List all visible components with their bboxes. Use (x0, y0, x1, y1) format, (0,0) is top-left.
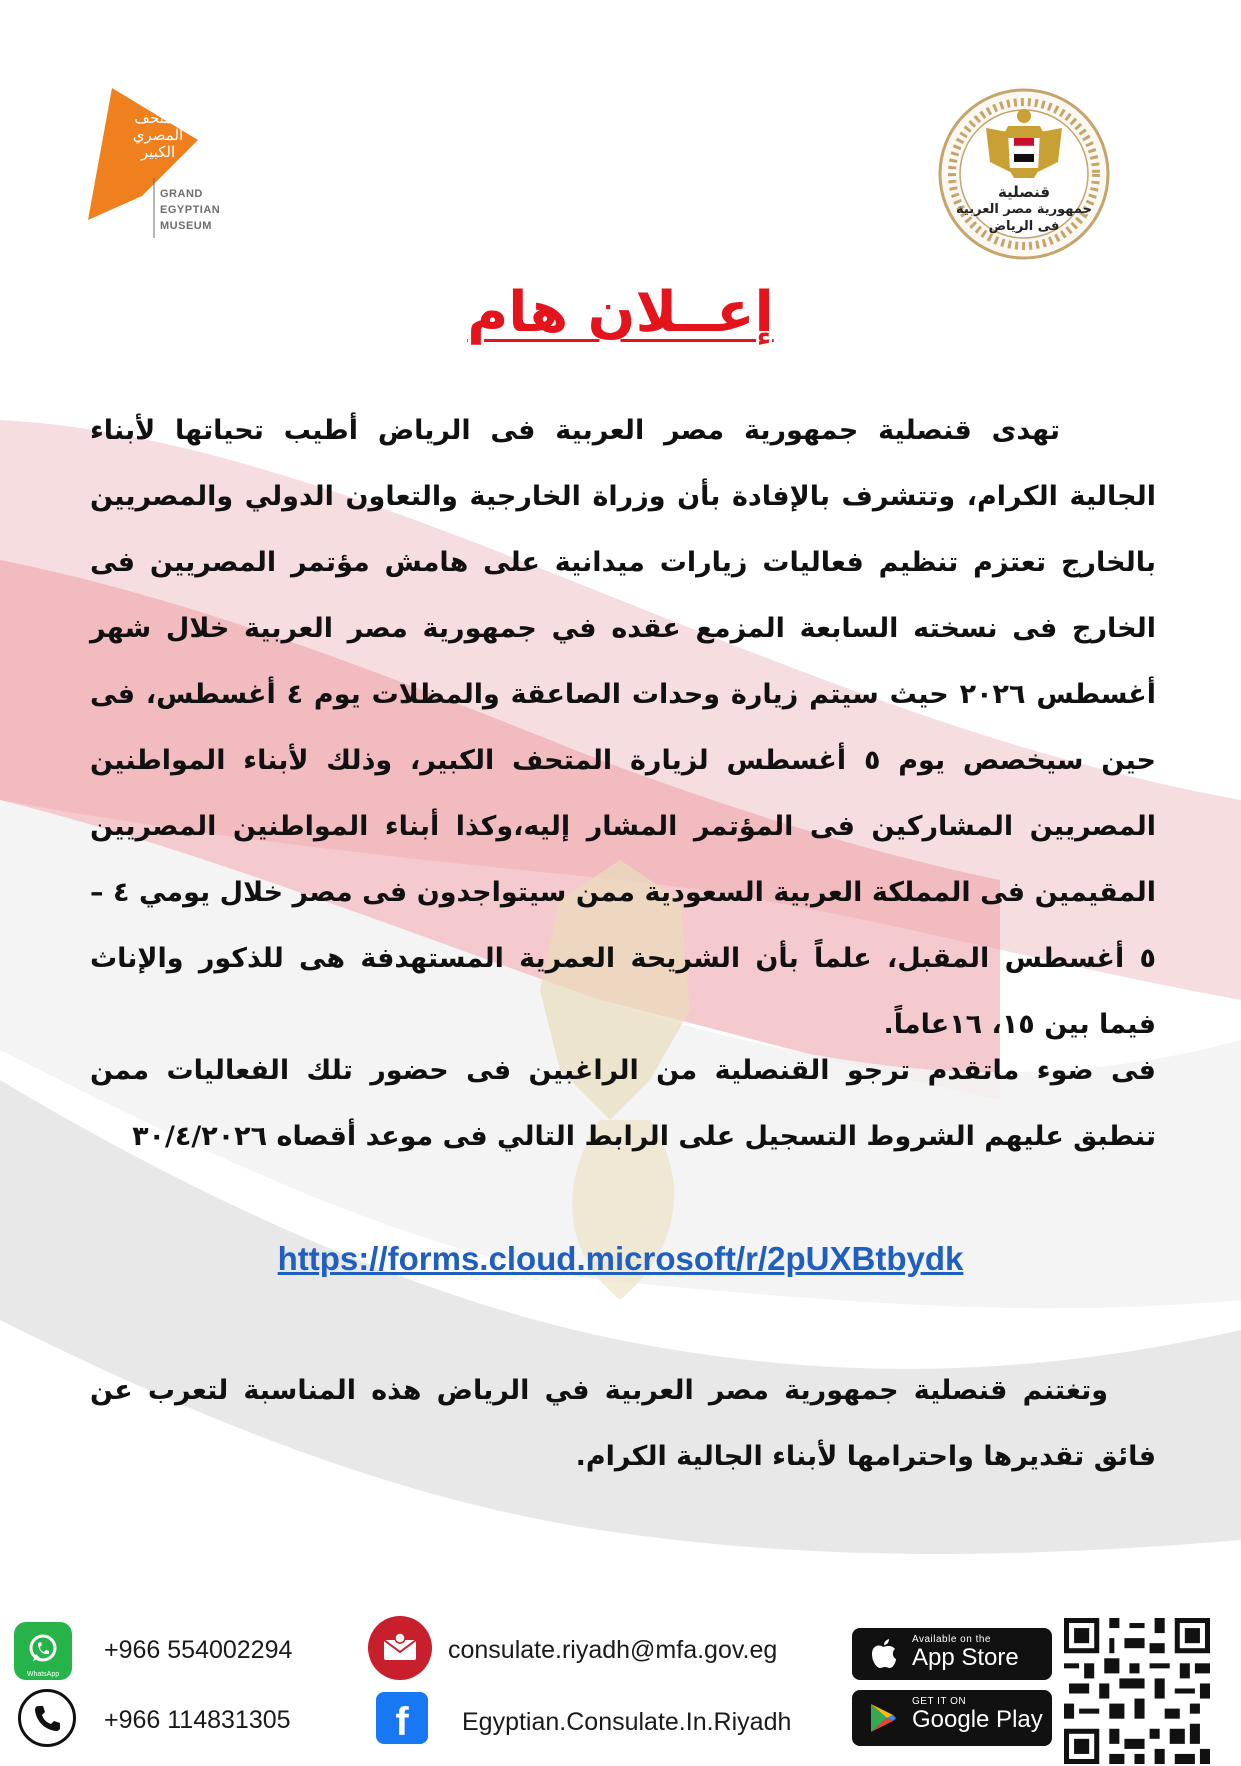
email-address[interactable]: consulate.riyadh@mfa.gov.eg (448, 1636, 778, 1664)
facebook-icon[interactable]: f (376, 1692, 428, 1744)
gem-arabic-name: المتحف المصري الكبير (132, 109, 184, 161)
facebook-page[interactable]: Egyptian.Consulate.In.Riyadh (462, 1708, 792, 1736)
google-play-badge[interactable]: GET IT ON Google Play (852, 1690, 1052, 1746)
whatsapp-number[interactable]: +966 554002294 (104, 1636, 293, 1664)
contact-footer (0, 1612, 1241, 1766)
consulate-seal (938, 88, 1110, 260)
grand-egyptian-museum-logo (80, 88, 280, 238)
whatsapp-icon[interactable] (14, 1622, 72, 1680)
seal-inscription: قنصلية جمهورية مصر العربية فى الرياض (956, 183, 1092, 234)
paragraph-closing: وتغتنم قنصلية جمهورية مصر العربية في الرياض هذه المناسبة لتعرب عن فائق تقديرها واحترامها لأبناء الجالية الكرام. (90, 1375, 1156, 1472)
registration-link[interactable]: https://forms.cloud.microsoft/r/2pUXBtbydk (277, 1240, 964, 1277)
apple-icon (866, 1637, 900, 1671)
whatsapp-label: WhatsApp (26, 1671, 60, 1678)
gem-english-name: GRAND EGYPTIAN MUSEUM (160, 188, 221, 232)
qr-code[interactable] (1064, 1618, 1210, 1764)
paragraph-registration: فى ضوء ماتقدم ترجو القنصلية من الراغبين فى حضور تلك الفعاليات ممن تنطبق عليهم الشروط التسجيل على الرابط التالي فى موعد أقصاه ٣٠/٤/٢٠٢٦ (90, 1055, 1156, 1152)
announcement-title: إعــلان هام (467, 280, 774, 345)
google-play-icon (866, 1701, 900, 1735)
phone-icon[interactable] (18, 1689, 76, 1747)
email-icon[interactable] (368, 1616, 432, 1680)
app-store-badge[interactable]: Available on the App Store (852, 1628, 1052, 1680)
paragraph-invitation: تهدى قنصلية جمهورية مصر العربية فى الرياض أطيب تحياتها لأبناء الجالية الكرام، وتتشرف بالإفادة بأن وزراة الخارجية والتعاون الدولي والمصريين بالخارج تعتزم تنظيم فعاليات زيارات ميدانية على هامش مؤتمر المصريين فى الخارج فى نسخته السابعة المزمع عقده في جمهورية مصر العربية خلال شهر أغسطس ٢٠٢٦ حيث سيتم زيارة وحدات الصاعقة والمظلات يوم ٤ أغسطس، فى حين سيخصص يوم ٥ أغسطس لزيارة المتحف الكبير، وذلك لأبناء المواطنين المصريين المشاركين فى المؤتمر المشار إليه،وكذا أبناء المواطنين المصريين المقيمين فى المملكة العربية السعودية ممن سيتواجدون فى مصر خلال يومي ٤ – ٥ أغسطس المقبل، علماً بأن الشريحة العمرية المستهدفة هى للذكور والإناث فيما بين ١٥، ١٦عاماً. (90, 415, 1157, 1040)
landline-number[interactable]: +966 114831305 (104, 1706, 291, 1734)
